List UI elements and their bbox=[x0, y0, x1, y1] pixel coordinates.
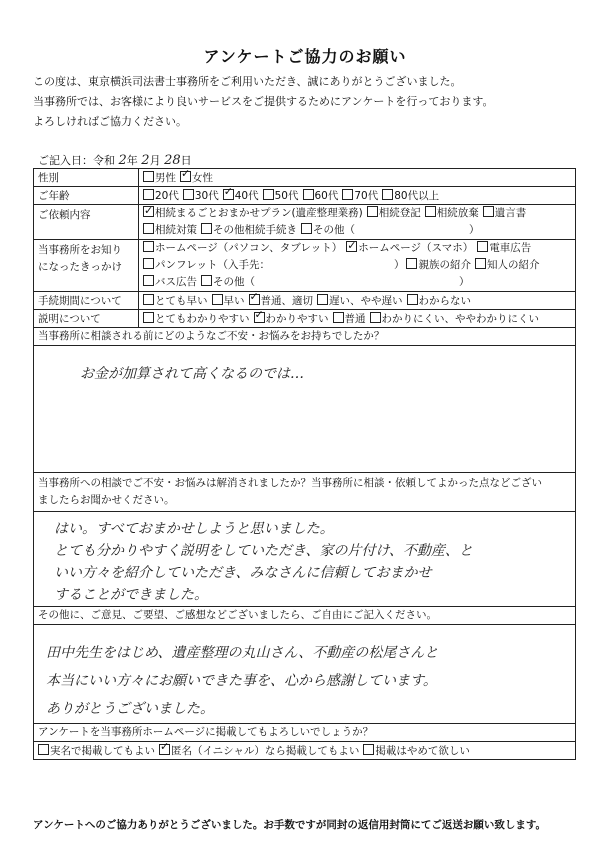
checkbox-option[interactable] bbox=[143, 293, 208, 308]
checkbox-icon[interactable] bbox=[263, 189, 274, 200]
checkbox-option[interactable] bbox=[201, 274, 255, 291]
q4-options bbox=[34, 742, 576, 760]
age-label: ご年齢 bbox=[34, 187, 139, 205]
source-row-3 bbox=[143, 274, 571, 291]
checkbox-icon[interactable] bbox=[183, 189, 194, 200]
checkbox-option[interactable] bbox=[475, 257, 540, 274]
checkbox-option[interactable] bbox=[303, 188, 339, 203]
checked-box-icon[interactable] bbox=[346, 241, 357, 252]
checkbox-option[interactable] bbox=[201, 222, 297, 239]
source-label bbox=[34, 240, 139, 292]
page-title: アンケートご協力のお願い bbox=[203, 47, 407, 66]
request-label: ご依頼内容 bbox=[34, 205, 139, 240]
source-row-2-options bbox=[143, 259, 274, 271]
option-label: 60代 bbox=[314, 190, 339, 202]
checkbox-option[interactable] bbox=[143, 188, 179, 203]
checkbox-option[interactable] bbox=[143, 274, 197, 291]
checkbox-option[interactable] bbox=[363, 743, 470, 758]
checkbox-option[interactable] bbox=[223, 188, 259, 203]
checkbox-icon[interactable] bbox=[382, 189, 393, 200]
checked-box-icon[interactable] bbox=[159, 744, 170, 755]
checkbox-option[interactable] bbox=[342, 188, 378, 203]
checkbox-icon[interactable] bbox=[143, 223, 154, 234]
footer-thanks: アンケートへのご協力ありがとうございました。お手数ですが同封の返信用封筒にてご返送お願い致します。 bbox=[33, 819, 547, 831]
checkbox-icon[interactable] bbox=[483, 206, 494, 217]
q2-answer bbox=[38, 512, 571, 606]
q2-answer-line: いい方々を紹介していただき、みなさんに信頼しておまかせ bbox=[54, 565, 432, 581]
q1-answer-line: お金が加算されて高くなるのでは… bbox=[80, 366, 304, 382]
q2-answer-line: することができました。 bbox=[54, 587, 208, 603]
checkbox-icon[interactable] bbox=[363, 744, 374, 755]
source-other-close: ） bbox=[459, 276, 470, 288]
date-label: ご記入日：令和 bbox=[38, 154, 115, 167]
option-label: 相続対策 bbox=[155, 224, 197, 236]
gender-label: 性別 bbox=[34, 169, 139, 187]
checkbox-option[interactable] bbox=[143, 311, 250, 326]
date-year[interactable]: 2 bbox=[118, 153, 127, 168]
month-unit: 月 bbox=[149, 154, 161, 167]
day-unit: 日 bbox=[180, 154, 192, 167]
q2-answer-area[interactable] bbox=[34, 512, 576, 607]
period-options bbox=[139, 292, 576, 310]
checkbox-option[interactable] bbox=[406, 257, 471, 274]
checked-box-icon[interactable] bbox=[143, 206, 154, 217]
option-label: その他（ bbox=[313, 224, 355, 236]
checked-box-icon[interactable] bbox=[249, 294, 260, 305]
checkbox-option[interactable] bbox=[38, 743, 155, 758]
option-label: ホームページ（スマホ） bbox=[358, 242, 474, 254]
option-label: 普通、適切 bbox=[260, 295, 313, 307]
option-label: 30代 bbox=[194, 190, 219, 202]
checkbox-option[interactable] bbox=[143, 222, 197, 239]
checkbox-option[interactable] bbox=[263, 188, 299, 203]
option-label: 親族の紹介 bbox=[418, 259, 471, 271]
option-label: 50代 bbox=[274, 190, 299, 202]
option-label: 掲載はやめて欲しい bbox=[375, 745, 470, 757]
option-label: 遺言書 bbox=[494, 207, 527, 219]
source-row-3-options bbox=[143, 276, 259, 288]
checkbox-option[interactable] bbox=[483, 205, 527, 222]
checked-box-icon[interactable] bbox=[223, 189, 234, 200]
request-row-2-options bbox=[143, 224, 359, 236]
q3-answer-area[interactable] bbox=[34, 625, 576, 724]
option-label: わかりにくい、ややわかりにくい bbox=[381, 313, 539, 325]
checkbox-option[interactable] bbox=[212, 293, 245, 308]
option-label: パンフレット（入手先： bbox=[155, 259, 270, 271]
checkbox-option[interactable] bbox=[333, 311, 366, 326]
intro-line: 当事務所では、お客様により良いサービスをご提供するためにアンケートを行っております。 bbox=[33, 95, 494, 108]
q1-question: 当事務所に相談される前にどのようなご不安・お悩みをお持ちでしたか？ bbox=[34, 328, 576, 346]
gender-options bbox=[139, 169, 576, 187]
checkbox-icon[interactable] bbox=[143, 241, 154, 252]
option-label: 40代 bbox=[234, 190, 259, 202]
q4-question: アンケートを当事務所ホームページに掲載してもよろしいでしょうか？ bbox=[34, 724, 576, 742]
option-label: とてもわかりやすい bbox=[155, 313, 250, 325]
option-label: とても早い bbox=[155, 295, 208, 307]
intro-line: よろしければご協力ください。 bbox=[33, 115, 187, 128]
checkbox-icon[interactable] bbox=[212, 294, 223, 305]
checkbox-option[interactable] bbox=[143, 240, 342, 257]
checkbox-option[interactable] bbox=[346, 240, 473, 257]
checkbox-option[interactable] bbox=[143, 257, 270, 274]
checkbox-option[interactable] bbox=[367, 205, 421, 222]
option-label: 20代 bbox=[155, 190, 179, 202]
source-row-1 bbox=[143, 240, 571, 257]
checkbox-option[interactable] bbox=[382, 188, 439, 203]
explain-label: 説明について bbox=[34, 310, 139, 328]
pamphlet-close: ） bbox=[393, 259, 405, 271]
option-label: 80代以上 bbox=[394, 190, 440, 202]
source-label-line1: 当事務所をお知り bbox=[38, 244, 122, 256]
option-label: 70代 bbox=[354, 190, 379, 202]
checkbox-icon[interactable] bbox=[301, 223, 312, 234]
option-label: 女性 bbox=[192, 172, 213, 184]
q2-question bbox=[34, 473, 576, 512]
checkbox-option[interactable] bbox=[143, 170, 176, 185]
checkbox-icon[interactable] bbox=[201, 275, 212, 286]
q3-answer-line: 田中先生をはじめ、遺産整理の丸山さん、不動産の松尾さんと bbox=[46, 645, 439, 661]
checkbox-option[interactable] bbox=[407, 293, 472, 308]
age-options bbox=[139, 187, 576, 205]
checkbox-option[interactable] bbox=[370, 311, 540, 326]
checkbox-icon[interactable] bbox=[406, 258, 417, 269]
checked-box-icon[interactable] bbox=[180, 171, 191, 182]
q1-answer-area[interactable] bbox=[34, 346, 576, 473]
checkbox-option[interactable] bbox=[317, 293, 403, 308]
option-label: 男性 bbox=[155, 172, 176, 184]
checkbox-icon[interactable] bbox=[143, 294, 154, 305]
option-label: 普通 bbox=[344, 313, 366, 325]
option-label: 相続登記 bbox=[378, 207, 421, 219]
request-row-1 bbox=[143, 205, 571, 222]
entry-date bbox=[38, 152, 192, 168]
period-label: 手続期間について bbox=[34, 292, 139, 310]
request-row-2 bbox=[143, 222, 571, 239]
intro-line: この度は、東京横浜司法書士事務所をご利用いただき、誠にありがとうございました。 bbox=[33, 75, 462, 88]
year-unit: 年 bbox=[126, 154, 138, 167]
checkbox-icon[interactable] bbox=[477, 241, 488, 252]
source-row-2 bbox=[143, 257, 571, 274]
option-label: 匿名（イニシャル）なら掲載してもよい bbox=[171, 745, 360, 757]
q1-answer bbox=[38, 346, 571, 386]
checkbox-icon[interactable] bbox=[367, 206, 378, 217]
intro-text bbox=[33, 72, 493, 132]
checkbox-icon[interactable] bbox=[342, 189, 353, 200]
option-label: わかりやすい bbox=[265, 313, 329, 325]
checkbox-option[interactable] bbox=[254, 311, 329, 326]
explain-options bbox=[139, 310, 576, 328]
q3-answer-line: ありがとうございました。 bbox=[46, 701, 214, 717]
q3-question: その他に、ご意見、ご要望、ご感想などございましたら、ご自由にご記入ください。 bbox=[34, 607, 576, 625]
checkbox-icon[interactable] bbox=[407, 294, 418, 305]
option-label: 実名で掲載してもよい bbox=[50, 745, 155, 757]
survey-form bbox=[33, 168, 576, 760]
option-label: ホームページ（パソコン、タブレット） bbox=[155, 242, 343, 254]
checkbox-option[interactable] bbox=[477, 240, 531, 257]
option-label: その他相続手続き bbox=[213, 224, 297, 236]
date-month[interactable]: 2 bbox=[141, 153, 150, 168]
checkbox-icon[interactable] bbox=[38, 744, 49, 755]
option-label: 相続放棄 bbox=[436, 207, 479, 219]
option-label: 相続まるごとおまかせプラン(遺産整理業務) bbox=[155, 207, 363, 219]
checkbox-option[interactable] bbox=[143, 205, 363, 222]
q2-answer-line: とても分かりやすく説明をしていただき、家の片付け、不動産、と bbox=[54, 543, 473, 559]
q2-answer-line: はい。すべておまかせしようと思いました。 bbox=[54, 521, 334, 537]
checkbox-icon[interactable] bbox=[143, 258, 154, 269]
checkbox-icon[interactable] bbox=[143, 312, 154, 323]
option-label: その他（ bbox=[213, 276, 255, 288]
q2-question-line1: 当事務所への相談でご不安・お悩みは解消されましたか？当事務所に相談・依頼してよかった点などござい bbox=[38, 477, 542, 489]
source-label-line2: になったきっかけ bbox=[38, 261, 122, 273]
option-label: 知人の紹介 bbox=[486, 259, 540, 271]
checkbox-icon[interactable] bbox=[425, 206, 436, 217]
option-label: 早い bbox=[223, 295, 245, 307]
request-other-close: ） bbox=[469, 224, 480, 236]
q3-answer-line: 本当にいい方々にお願いできた事を、心から感謝しています。 bbox=[46, 673, 437, 689]
checkbox-icon[interactable] bbox=[143, 171, 154, 182]
checkbox-option[interactable] bbox=[180, 170, 213, 185]
checkbox-icon[interactable] bbox=[143, 189, 154, 200]
checkbox-icon[interactable] bbox=[201, 223, 212, 234]
option-label: 遅い、やや遅い bbox=[329, 295, 403, 307]
q3-answer bbox=[38, 625, 571, 723]
option-label: バス広告 bbox=[155, 276, 197, 288]
q2-question-line2: ましたらお聞かせください。 bbox=[38, 494, 175, 506]
source-options bbox=[139, 240, 576, 292]
checkbox-icon[interactable] bbox=[475, 258, 486, 269]
option-label: わからない bbox=[418, 295, 471, 307]
checkbox-option[interactable] bbox=[159, 743, 359, 758]
source-row-2b-options bbox=[406, 259, 543, 271]
checkbox-icon[interactable] bbox=[143, 275, 154, 286]
checkbox-icon[interactable] bbox=[370, 312, 381, 323]
checkbox-option[interactable] bbox=[425, 205, 479, 222]
option-label: 電車広告 bbox=[489, 242, 532, 254]
checked-box-icon[interactable] bbox=[254, 312, 265, 323]
checkbox-option[interactable] bbox=[183, 188, 219, 203]
checkbox-icon[interactable] bbox=[317, 294, 328, 305]
request-options bbox=[139, 205, 576, 240]
checkbox-icon[interactable] bbox=[303, 189, 314, 200]
checkbox-icon[interactable] bbox=[333, 312, 344, 323]
checkbox-option[interactable] bbox=[249, 293, 314, 308]
date-day[interactable]: 28 bbox=[164, 153, 181, 168]
